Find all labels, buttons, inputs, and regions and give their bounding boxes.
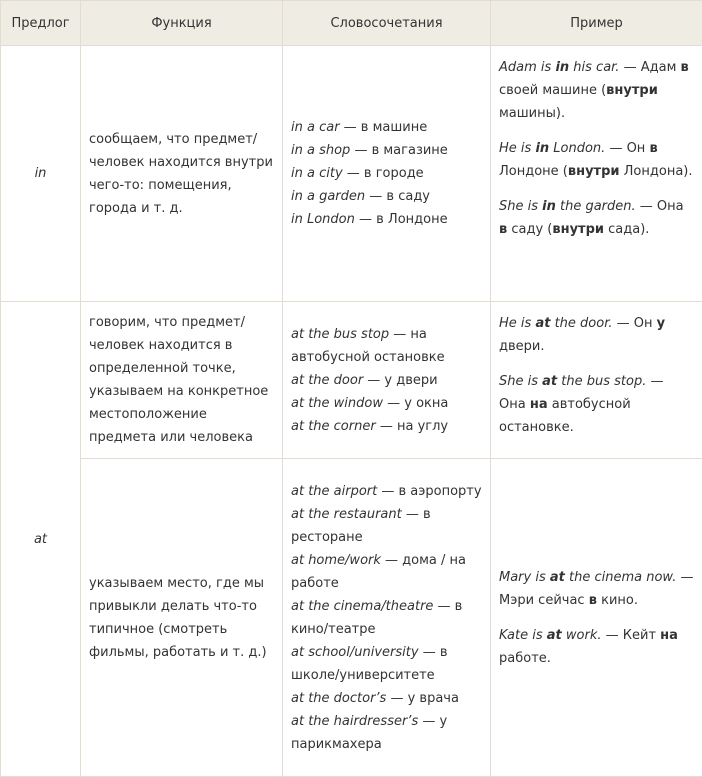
- collocation-item: in London — в Лондоне: [291, 208, 482, 231]
- collocation-item: in a garden — в саду: [291, 185, 482, 208]
- collocations-cell: [283, 459, 491, 777]
- collocation-item: at the doctor’s — у врача: [291, 687, 482, 710]
- collocation-item: in a car — в машине: [291, 116, 482, 139]
- function-cell: сообщаем, что предмет/ человек находится внутри чего-то: помещения, города и т. д.: [81, 46, 283, 302]
- example-sentence: Kate is at work. — Кейт на работе.: [499, 624, 694, 670]
- collocation-item: at the window — у окна: [291, 392, 482, 415]
- header-preposition: Предлог: [1, 1, 81, 46]
- example-sentence: He is in London. — Он в Лондоне (внутри Лондона).: [499, 137, 694, 183]
- collocation-item: at the hairdresser’s — у парикмахера: [291, 710, 482, 756]
- collocation-item: at the airport — в аэропорту: [291, 480, 482, 503]
- collocation-item: at home/work — дома / на работе: [291, 549, 482, 595]
- example-sentence: Adam is in his car. — Адам в своей машине (внутри машины).: [499, 56, 694, 125]
- collocation-item: at school/university — в школе/университете: [291, 641, 482, 687]
- collocation-item: at the bus stop — на автобусной остановке: [291, 323, 482, 369]
- preposition-cell: at: [1, 302, 81, 777]
- collocation-item: in a city — в городе: [291, 162, 482, 185]
- examples-cell: [491, 459, 702, 777]
- function-cell: указываем место, где мы привыкли делать что-то типичное (смотреть фильмы, работать и т. д.): [81, 459, 283, 777]
- table-row-at: [1, 302, 702, 459]
- example-sentence: She is in the garden. — Она в саду (внутри сада).: [499, 195, 694, 241]
- function-cell: говорим, что предмет/ человек находится в определенной точке, указываем на конкретное местоположение предмета или человека: [81, 302, 283, 459]
- examples-cell: [491, 46, 702, 302]
- table-row-in: [1, 46, 702, 302]
- collocation-item: at the restaurant — в ресторане: [291, 503, 482, 549]
- header-function: Функция: [81, 1, 283, 46]
- header-example: Пример: [491, 1, 702, 46]
- table-row-at-typical: [1, 459, 702, 777]
- example-sentence: Mary is at the cinema now. — Мэри сейчас в кино.: [499, 566, 694, 612]
- collocation-item: in a shop — в магазине: [291, 139, 482, 162]
- collocation-item: at the door — у двери: [291, 369, 482, 392]
- examples-cell: [491, 302, 702, 459]
- collocation-item: at the cinema/theatre — в кино/театре: [291, 595, 482, 641]
- preposition-cell: in: [1, 46, 81, 302]
- collocations-cell: [283, 302, 491, 459]
- header-collocations: Словосочетания: [283, 1, 491, 46]
- example-sentence: She is at the bus stop. — Она на автобусной остановке.: [499, 370, 694, 439]
- example-sentence: He is at the door. — Он у двери.: [499, 312, 694, 358]
- collocations-cell: [283, 46, 491, 302]
- collocation-item: at the corner — на углу: [291, 415, 482, 438]
- header-row: [1, 1, 702, 46]
